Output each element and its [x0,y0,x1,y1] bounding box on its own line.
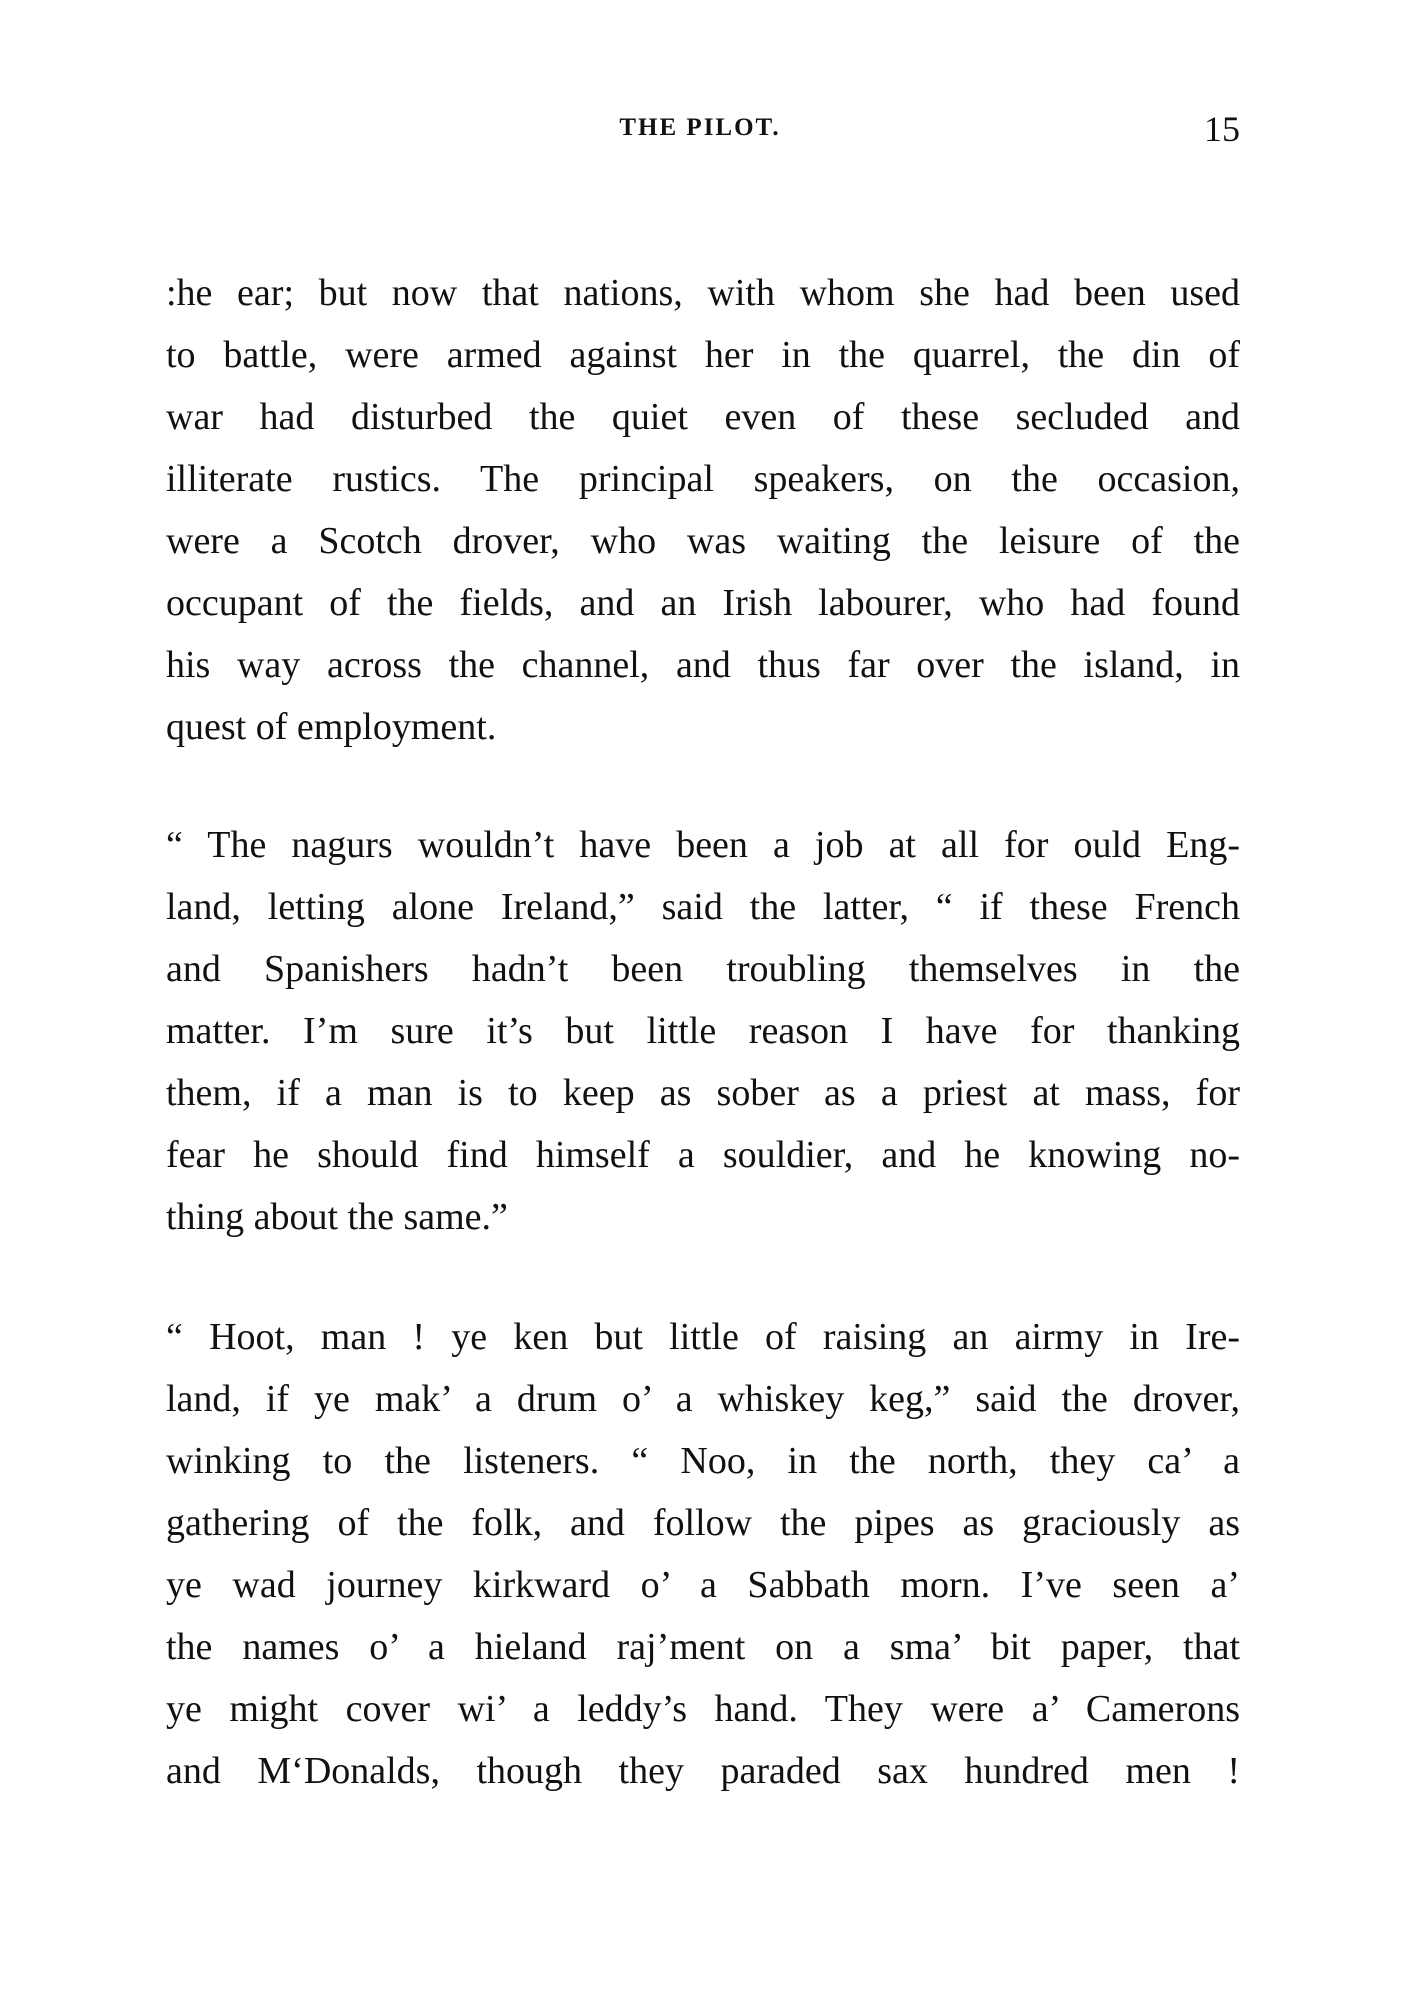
paragraph-2-line-3: and Spanishers hadn’t been troubling themselves in the [166,948,1240,990]
paragraph-2-line-6: fear he should find himself a souldier, and he knowing no- [166,1134,1240,1176]
paragraph-3-line-2: land, if ye mak’ a drum o’ a whiskey keg,” said the drover, [166,1378,1240,1420]
paragraph-2-line-7: thing about the same.” [166,1196,508,1238]
paragraph-3-line-6: the names o’ a hieland raj’ment on a sma’ bit paper, that [166,1626,1240,1668]
paragraph-1-line-4: illiterate rustics. The principal speakers, on the occasion, [166,458,1240,500]
page-number: 15 [1204,109,1240,149]
paragraph-1-line-2: to battle, were armed against her in the quarrel, the din of [166,334,1240,376]
paragraph-3-line-5: ye wad journey kirkward o’ a Sabbath morn. I’ve seen a’ [166,1564,1240,1606]
page-header [160,108,1240,158]
paragraph-1-line-8: quest of employment. [166,706,497,748]
paragraph-2-line-4: matter. I’m sure it’s but little reason I have for thanking [166,1010,1240,1052]
paragraph-2-line-2: land, letting alone Ireland,” said the latter, “ if these French [166,886,1240,928]
paragraph-2-line-1: “ The nagurs wouldn’t have been a job at all for ould Eng- [166,824,1240,866]
paragraph-1-line-3: war had disturbed the quiet even of these secluded and [166,396,1240,438]
running-title: THE PILOT. [619,114,781,141]
paragraph-1-line-1: :he ear; but now that nations, with whom she had been used [166,272,1240,314]
paragraph-3-line-8: and M‘Donalds, though they paraded sax hundred men ! [166,1750,1240,1792]
paragraph-3-line-3: winking to the listeners. “ Noo, in the north, they ca’ a [166,1440,1240,1482]
paragraph-2-line-5: them, if a man is to keep as sober as a priest at mass, for [166,1072,1240,1114]
paragraph-3-line-4: gathering of the folk, and follow the pipes as graciously as [166,1502,1240,1544]
paragraph-1-line-7: his way across the channel, and thus far over the island, in [166,644,1240,686]
paragraph-1-line-5: were a Scotch drover, who was waiting the leisure of the [166,520,1240,562]
paragraph-3-line-1: “ Hoot, man ! ye ken but little of raising an airmy in Ire- [166,1316,1240,1358]
paragraph-1-line-6: occupant of the fields, and an Irish labourer, who had found [166,582,1240,624]
paragraph-3-line-7: ye might cover wi’ a leddy’s hand. They were a’ Camerons [166,1688,1240,1730]
